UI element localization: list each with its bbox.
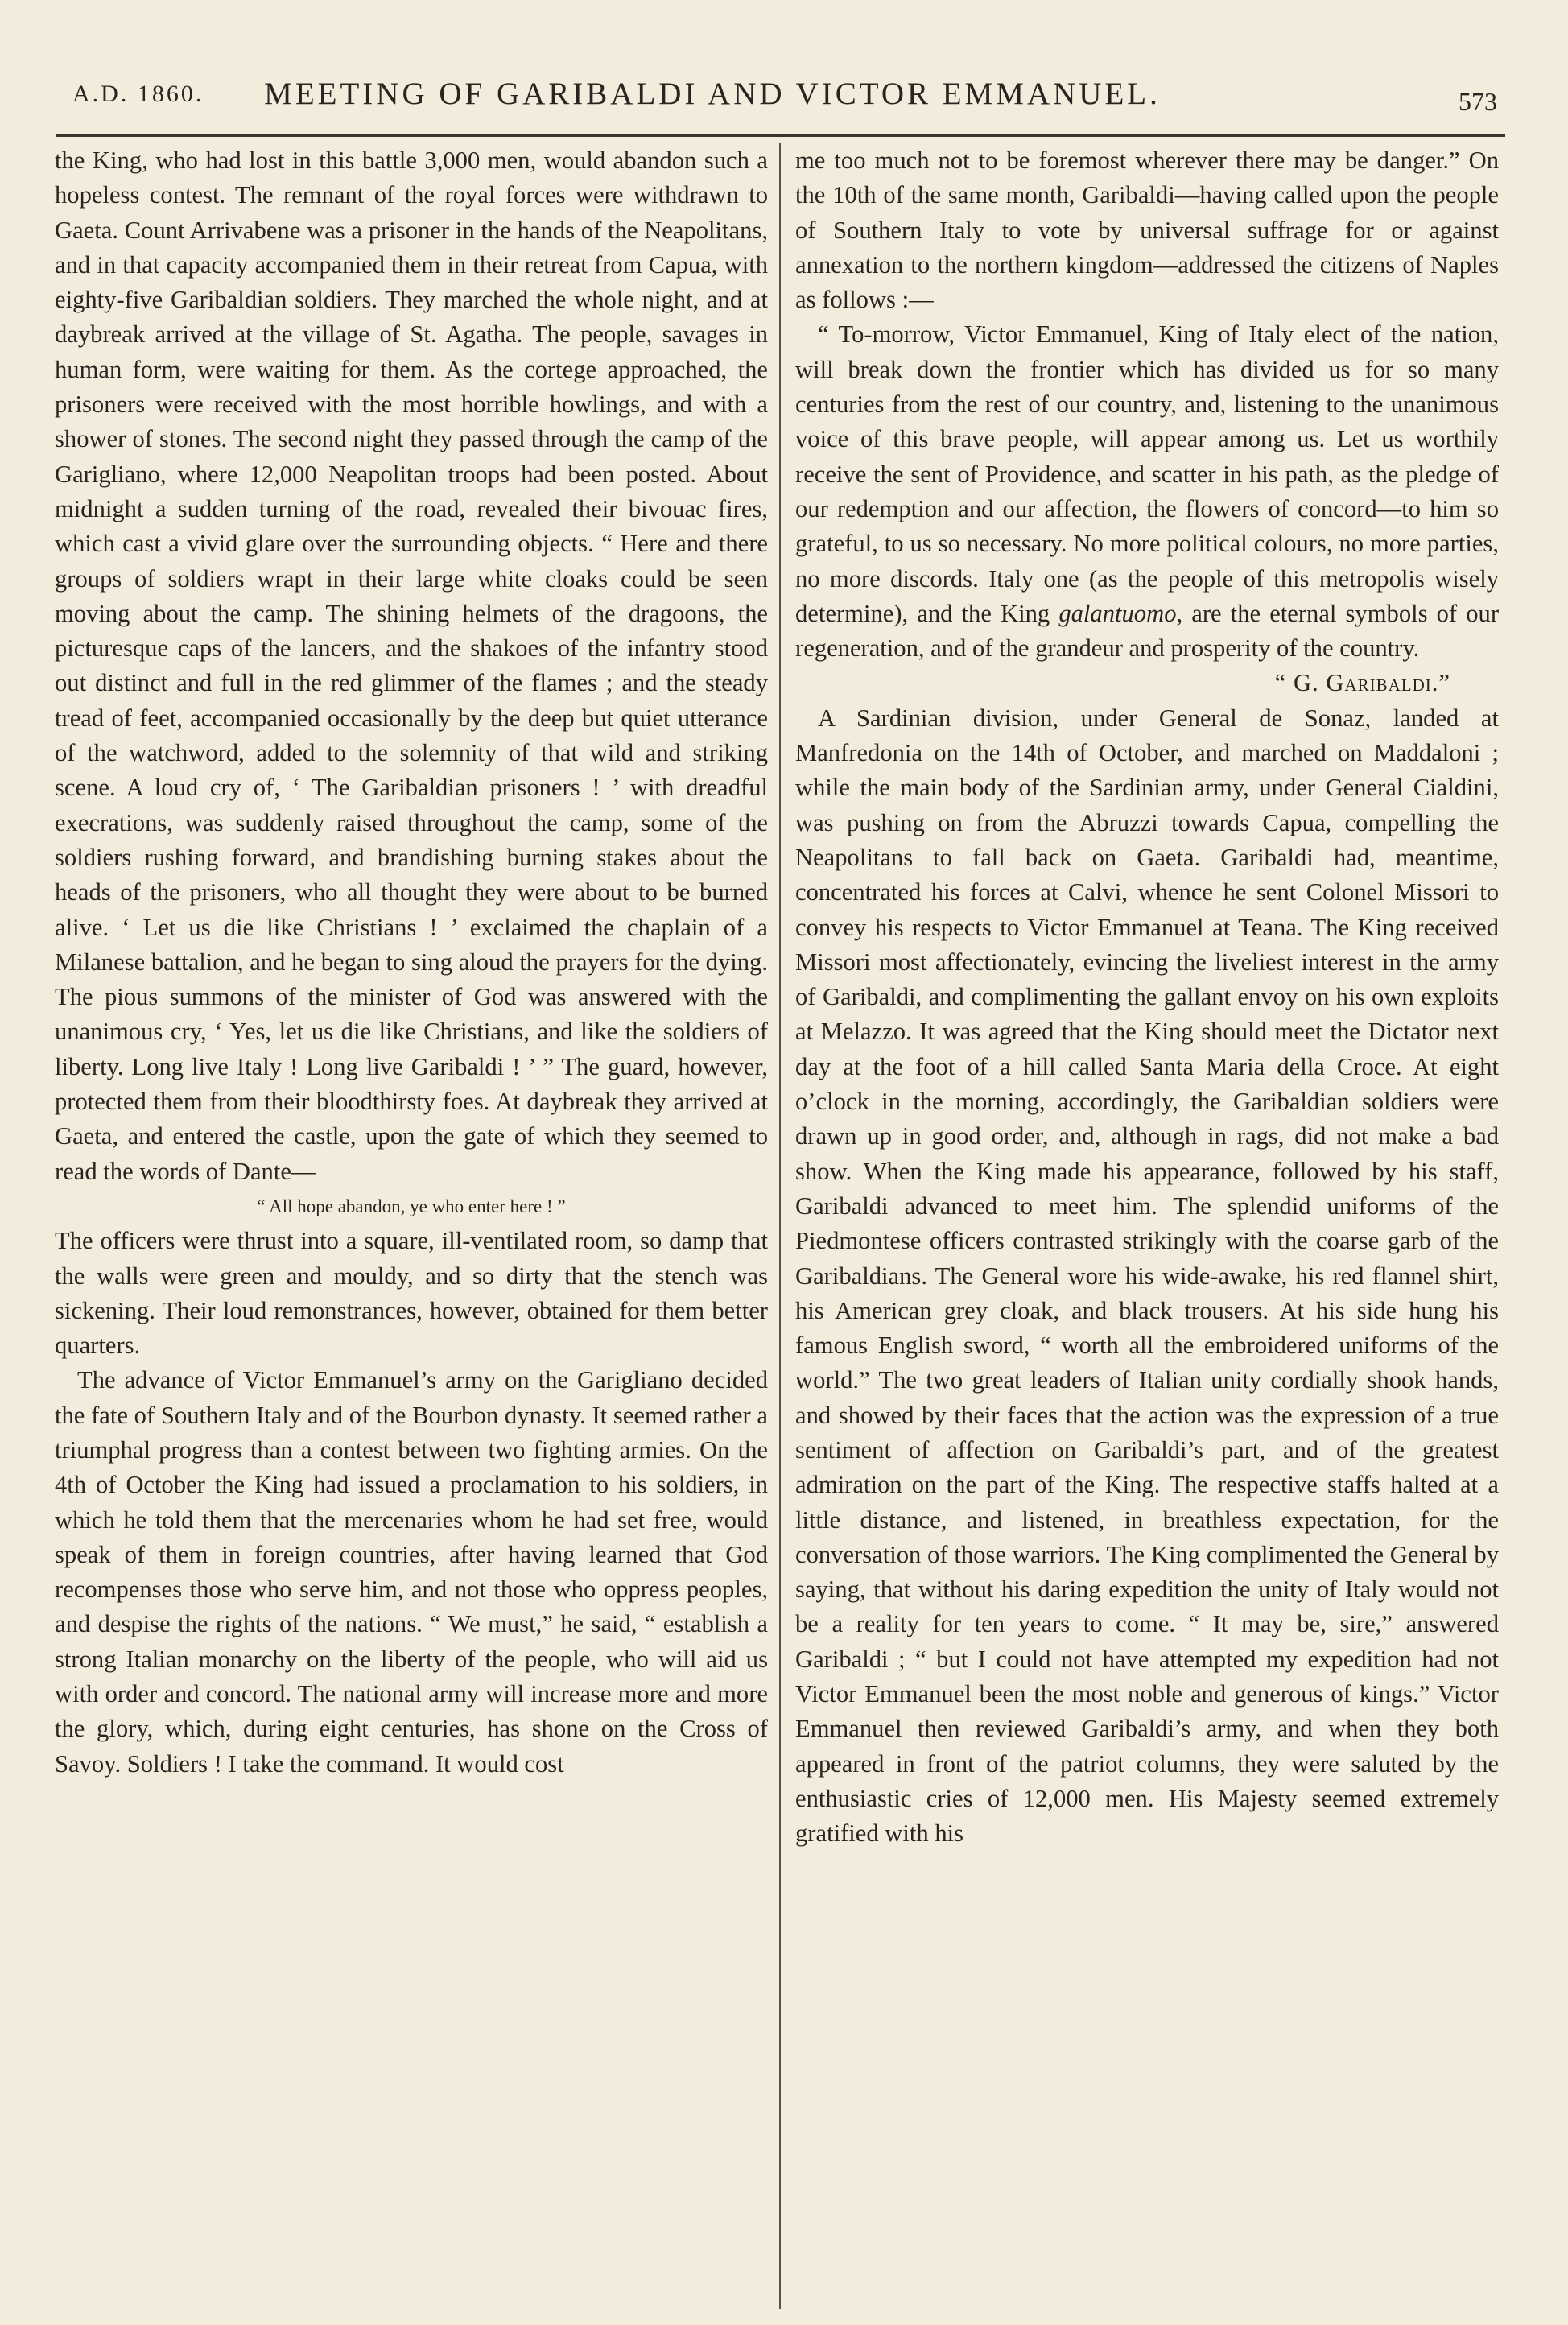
left-paragraph-1: the King, who had lost in this battle 3,000 men, would abandon such a hopeless contest. The remnant of the royal forces were withdrawn to Gaeta. Count Arrivabene was a prisoner in the hands of the Neapolitans, and in that capacity accompanied them in their retreat from Capua, with eighty-five Garibaldian soldiers. They marched the whole night, and at daybreak arrived at the village of St. Agatha. The people, savages in human form, were waiting for them. As the cortege approached, the prisoners were received with the most horrible howlings, and with a shower of stones. The second night they passed through the camp of the Garigliano, where 12,000 Neapolitan troops had been posted. About midnight a sudden turning of the road, revealed their bivouac fires, which cast a vivid glare over the surrounding objects. “ Here and there groups of soldiers wrapt in their large white cloaks could be seen moving about the camp. The shining helmets of the dragoons, the picturesque caps of the lancers, and the shakoes of the infantry stood out distinct and full in the red glimmer of the flames ; and the steady tread of feet, accompanied occasionally by the deep but quiet utterance of the watchword, added to the solemnity of that wild and striking scene. A loud cry of, ‘ The Garibaldian prisoners ! ’ with dreadful execrations, was suddenly raised throughout the camp, some of the soldiers rushing forward, and brandishing burning stakes about the heads of the prisoners, who all thought they were about to be burned alive. ‘ Let us die like Christians ! ’ exclaimed the chaplain of a Milanese battalion, and he began to sing aloud the prayers for the dying. The pious summons of the minister of God was answered with the unanimous cry, ‘ Yes, let us die like Christians, and like the soldiers of liberty. Long live Italy ! Long live Garibaldi ! ’ ” The guard, however, protected them from their bloodthirsty foes. At daybreak they arrived at Gaeta, and entered the castle, upon the gate of which they seemed to read the words of Dante— xyxy=(55,147,768,1185)
proclamation-text-a: “ To-morrow, Victor Emmanuel, King of Italy elect of the nation, will break down the frontier which has divided us for so many centuries from the rest of our country, and, listening to the unanimous voice of this brave people, will appear among us. Let us worthily receive the sent of Providence, and scatter in his path, as the pledge of our redemption and our affection, the flowers of concord—to him so grateful, to us so necessary. No more political colours, no more parties, no more discords. Italy one (as the people of this metropolis wisely determine), and the King xyxy=(795,320,1499,627)
header-title: MEETING OF GARIBALDI AND VICTOR EMMANUEL. xyxy=(264,76,1161,111)
left-paragraph-3: The advance of Victor Emmanuel’s army on the Garigliano decided the fate of Southern Italy and of the Bourbon dynasty. It seemed rather a triumphal progress than a contest between two fighting armies. On the 4th of October the King had issued a proclamation to his soldiers, in which he told them that the mercenaries whom he had set free, would speak of them in foreign countries, after having learned that God recompenses those who serve him, and not those who oppress peoples, and despise the rights of the nations. “ We must,” he said, “ establish a strong Italian monarchy on the liberty of the people, who will aid us with order and concord. The national army will increase more and more the glory, which, during eight centuries, has shone on the Cross of Savoy. Soldiers ! I take the command. It would cost xyxy=(55,1366,768,1778)
left-paragraph-2: The officers were thrust into a square, ill-ventilated room, so damp that the walls were green and mouldy, and so dirty that the stench was sickening. Their loud remonstrances, however, obtained for them better quarters. xyxy=(55,1227,768,1360)
proclamation-italic-word: galantuomo xyxy=(1058,599,1177,627)
right-column xyxy=(795,143,1499,1852)
header-year: A.D. 1860. xyxy=(72,81,204,107)
right-paragraph-1: me too much not to be foremost wherever there may be danger.” On the 10th of the same month, Garibaldi—having called upon the people of Southern Italy to vote by universal suffrage for or against annexation to the northern kingdom—addressed the citizens of Naples as follows :— xyxy=(795,147,1499,314)
proclamation-text-b: , are the eternal symbols of our regeneration, and of the grandeur and prosperity of the country. xyxy=(795,599,1500,663)
proclamation-paragraph xyxy=(795,317,1499,666)
right-paragraph-3: A Sardinian division, under General de Sonaz, landed at Manfredonia on the 14th of October, and marched on Maddaloni ; while the main body of the Sardinian army, under General Cialdini, was pushing on from the Abruzzi towards Capua, compelling the Neapolitans to fall back on Gaeta. Garibaldi had, meantime, concentrated his forces at Calvi, whence he sent Colonel Missori to convey his respects to Victor Emmanuel at Teana. The King received Missori most affectionately, evincing the liveliest interest in the army of Garibaldi, and complimenting the gallant envoy on his own exploits at Melazzo. It was agreed that the King should meet the Dictator next day at the foot of a hill called Santa Maria della Croce. At eight o’clock in the morning, accordingly, the Garibaldian soldiers were drawn up in good order, and, although in rags, did not make a bad show. When the King made his appearance, followed by his staff, Garibaldi advanced to meet him. The splendid uniforms of the Piedmontese officers contrasted strikingly with the coarse garb of the Garibaldians. The General wore his wide-awake, his red flannel shirt, his American grey cloak, and black trousers. At his side hung his famous English sword, “ worth all the embroidered uniforms of the world.” The two great leaders of Italian unity cordially shook hands, and showed by their faces that the action was the expression of a true sentiment of affection on Garibaldi’s part, and of the greatest admiration on the part of the King. The respective staffs halted at a little distance, and listened, in breathless expectation, for the conversation of those warriors. The King complimented the General by saying, that without his daring expedition the unity of Italy would not be a reality for ten years to come. “ It may be, sire,” answered Garibaldi ; “ but I could not have attempted my expedition had not Victor Emmanuel been the most noble and generous of kings.” Victor Emmanuel then reviewed Garibaldi’s army, and when they both appeared in front of the patriot columns, they were saluted by the enthusiastic cries of 12,000 men. His Majesty seemed extremely gratified with his xyxy=(795,704,1499,1848)
running-header xyxy=(48,72,1497,137)
page-number: 573 xyxy=(1459,87,1497,116)
column-divider xyxy=(779,143,781,2309)
left-column xyxy=(55,143,768,1782)
dante-quote: “ All hope abandon, ye who enter here ! ” xyxy=(257,1196,566,1216)
header-rule xyxy=(56,134,1505,137)
signature: “ G. Garibaldi.” xyxy=(1274,669,1450,697)
